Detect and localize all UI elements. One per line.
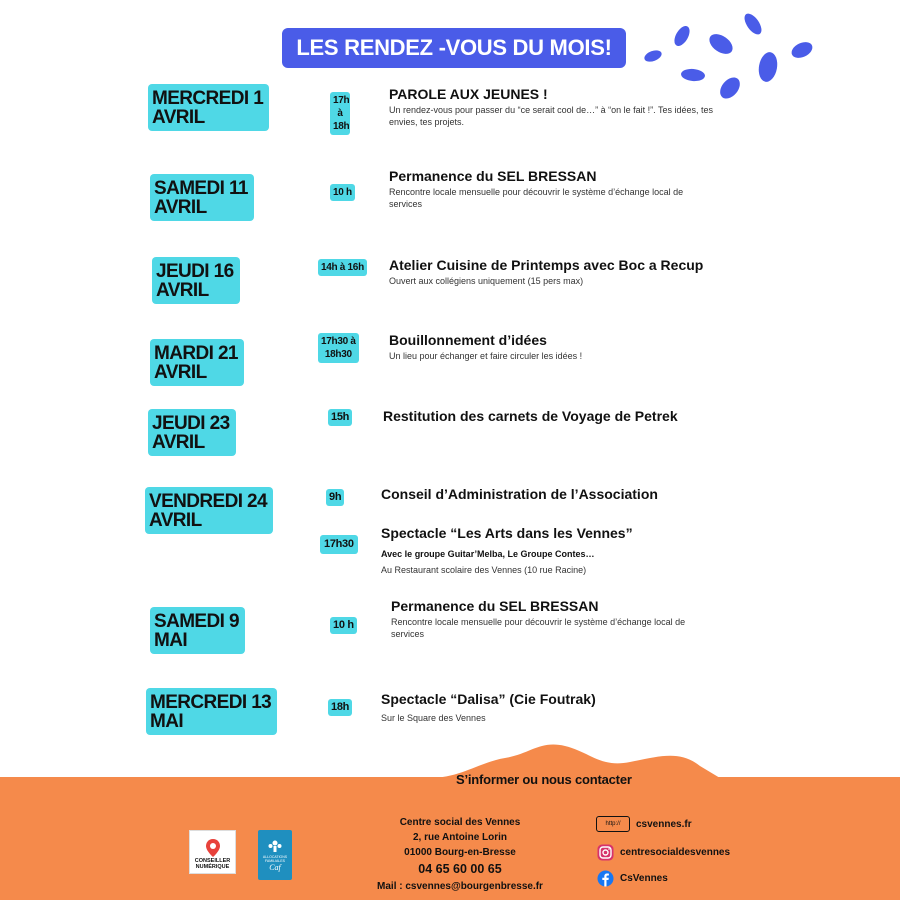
event-title: Conseil d’Administration de l’Association	[381, 486, 658, 502]
map-pin-icon	[205, 838, 221, 858]
event-date: JEUDI 16 AVRIL	[152, 257, 240, 304]
event-date: MARDI 21 AVRIL	[150, 339, 244, 386]
event-description: Un lieu pour échanger et faire circuler les idées !	[389, 351, 583, 361]
street: 2, rue Antoine Lorin	[412, 832, 508, 843]
event-title: Bouillonnement d’idées	[389, 332, 547, 348]
phone-number[interactable]: 04 65 60 00 65	[418, 862, 502, 876]
conseiller-numerique-logo: CONSEILLER NUMÉRIQUE	[189, 830, 236, 874]
event-time: 10 h	[330, 617, 357, 634]
instagram-icon	[596, 843, 614, 861]
website-link[interactable]: http:// csvennes.fr	[596, 816, 692, 832]
event-date: JEUDI 23 AVRIL	[148, 409, 236, 456]
event-title: Spectacle “Les Arts dans les Vennes”	[381, 525, 633, 541]
event-time: 18h	[328, 699, 352, 716]
instagram-link[interactable]: centresocialdesvennes	[596, 843, 730, 861]
event-date: MERCREDI 13 MAI	[146, 688, 277, 735]
city: 01000 Bourg-en-Bresse	[404, 847, 516, 858]
facebook-icon	[596, 869, 614, 887]
event-title: Permanence du SEL BRESSAN	[389, 168, 597, 184]
event-description: Sur le Square des Vennes	[381, 713, 486, 723]
event-description: Ouvert aux collégiens uniquement (15 pers max)	[389, 276, 584, 286]
event-title: Spectacle “Dalisa” (Cie Foutrak)	[381, 691, 596, 707]
event-title: Permanence du SEL BRESSAN	[391, 598, 599, 614]
event-description: Au Restaurant scolaire des Vennes (10 rue Racine)	[381, 565, 587, 575]
web-browser-icon: http://	[596, 816, 630, 832]
event-time: 17h à 18h	[330, 92, 350, 135]
event-time: 15h	[328, 409, 352, 426]
email[interactable]: Mail : csvennes@bourgenbresse.fr	[377, 881, 543, 892]
event-description: Un rendez-vous pour passer du “ce serait cool de…” à “on le fait !”. Tes idées, tes envies, tes projets.	[389, 105, 713, 127]
event-date: MERCREDI 1 AVRIL	[148, 84, 269, 131]
page-title: LES RENDEZ -VOUS DU MOIS!	[282, 28, 626, 68]
footer-title: S’informer ou nous contacter	[456, 772, 632, 787]
event-title: PAROLE AUX JEUNES !	[389, 86, 548, 102]
facebook-link[interactable]: CsVennes	[596, 869, 668, 887]
decorative-dots	[640, 0, 820, 110]
event-time: 17h30 à 18h30	[318, 333, 359, 363]
event-description: Rencontre locale mensuelle pour découvrir le système d’échange local de services	[391, 617, 686, 639]
event-time: 10 h	[330, 184, 355, 201]
event-description: Rencontre locale mensuelle pour découvrir le système d’échange local de services	[389, 187, 684, 209]
event-date: SAMEDI 11 AVRIL	[150, 174, 254, 221]
event-title: Atelier Cuisine de Printemps avec Boc a Recup	[389, 257, 704, 273]
address-block	[360, 815, 560, 894]
caf-figures-icon	[267, 839, 283, 853]
event-date: VENDREDI 24 AVRIL	[145, 487, 273, 534]
event-subtitle: Avec le groupe Guitar’Melba, Le Groupe Contes…	[381, 549, 595, 559]
event-time: 17h30	[320, 535, 358, 554]
event-time: 14h à 16h	[318, 259, 367, 276]
centre-name: Centre social des Vennes	[399, 817, 521, 828]
event-date: SAMEDI 9 MAI	[150, 607, 245, 654]
event-title: Restitution des carnets de Voyage de Petrek	[383, 408, 678, 424]
caf-logo: ALLOCATIONS FAMILIALES Caf	[258, 830, 292, 880]
event-time: 9h	[326, 489, 344, 506]
